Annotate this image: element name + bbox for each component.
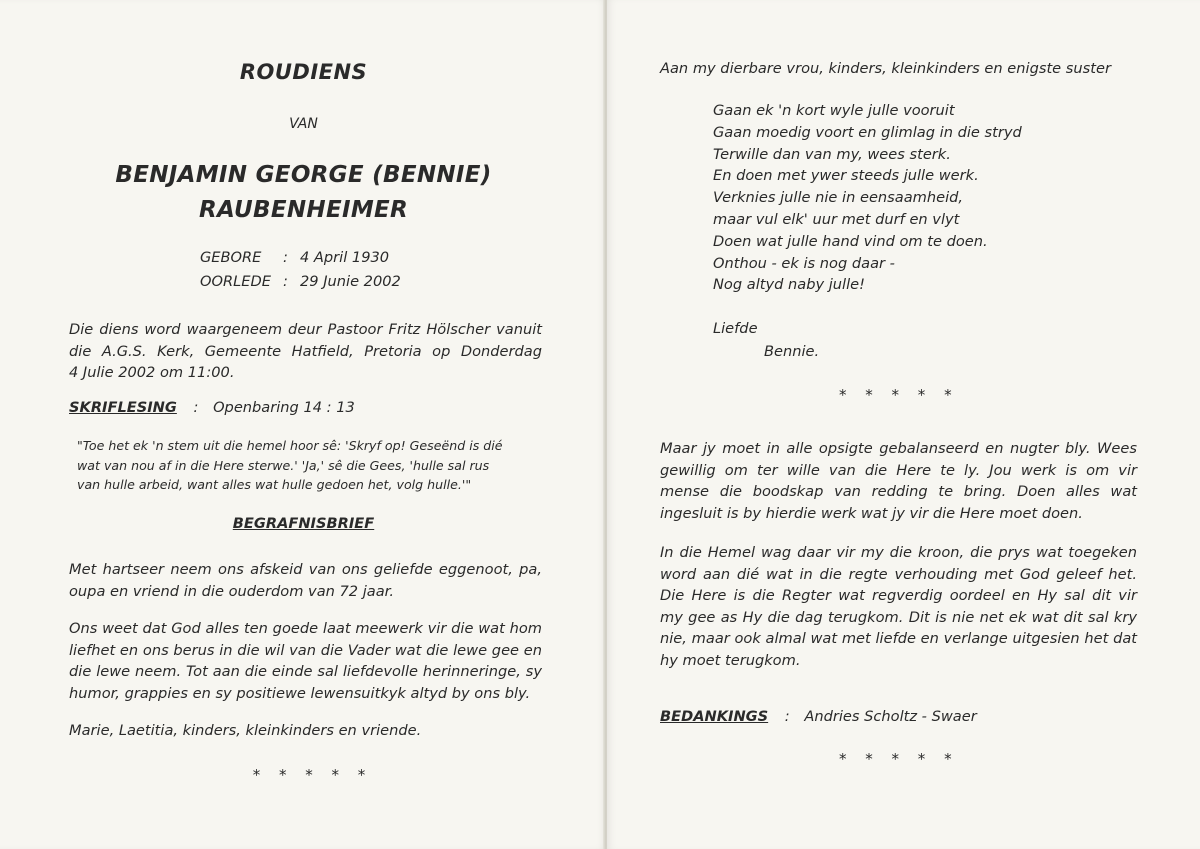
letter-line: liefhet en ons berus in die wil van die Vader wat die lewe gee en: [69, 641, 542, 659]
born-label: GEBORE: [200, 249, 262, 266]
message-line: my gee as Hy die dag terugkom. Dit is nie net ek wat dit sal kry: [660, 608, 1137, 626]
died-label: OORLEDE: [200, 273, 271, 290]
section-divider-stars: * * * * *: [252, 766, 366, 784]
message-line: nie, maar ook almal wat met liefde en verlange uitgesien het dat: [660, 630, 1137, 647]
letter-line: oupa en vriend in die ouderdom van 72 jaar.: [69, 582, 394, 600]
message-line: Maar jy moet in alle opsigte gebalanseerd en nugter bly. Wees: [660, 440, 1137, 457]
scripture-colon: :: [193, 399, 199, 416]
dedication-line: Aan my dierbare vrou, kinders, kleinkinders en enigste suster: [660, 60, 1111, 77]
family-signoff: Marie, Laetitia, kinders, kleinkinders en vriende.: [69, 722, 422, 739]
scripture-reference: Openbaring 14 : 13: [213, 399, 355, 416]
acknowledgements-value: Andries Scholtz - Swaer: [804, 708, 977, 725]
poem-signature: Bennie.: [764, 343, 820, 360]
born-date: 4 April 1930: [300, 249, 390, 266]
letter-line: Met hartseer neem ons afskeid van ons geliefde eggenoot, pa,: [69, 561, 542, 578]
message-line: Die Here is die Regter wat regverdig oordeel en Hy sal dit vir: [660, 587, 1137, 604]
quote-line: van hulle arbeid, want alles wat hulle gedoen het, volg hulle.'": [77, 477, 472, 492]
poem-line: Verknies julle nie in eensaamheid,: [713, 189, 964, 207]
poem-line: Onthou - ek is nog daar -: [713, 254, 895, 272]
scripture-quote: [77, 436, 503, 495]
letter-line: humor, grappies en sy positiewe lewensuitkyk altyd by ons bly.: [69, 684, 531, 702]
quote-line: "Toe het ek 'n stem uit die hemel hoor sê: 'Skryf op! Geseënd is dié: [77, 438, 503, 453]
message-line: In die Hemel wag daar vir my die kroon, die prys wat toegeken: [660, 544, 1137, 561]
deceased-name-line2: RAUBENHEIMER: [198, 197, 409, 223]
message-line: ingesluit is by hierdie werk wat jy vir die Here moet doen.: [660, 504, 1083, 522]
deceased-name-line1: BENJAMIN GEORGE (BENNIE): [115, 162, 492, 188]
letter-line: die lewe neem. Tot aan die einde sal liefdevolle herinneringe, sy: [69, 663, 542, 680]
acknowledgements-colon: :: [784, 708, 790, 725]
poem-line: Nog altyd naby julle!: [713, 276, 865, 294]
message-line: gewillig om ter wille van die Here te ly. Jou werk is om vir: [660, 461, 1137, 479]
funeral-letter-heading-text: BEGRAFNISBRIEF: [232, 515, 375, 532]
message-paragraph-2: [660, 542, 1137, 671]
message-paragraph-1: [660, 438, 1137, 524]
letter-paragraph-1: [69, 559, 542, 602]
acknowledgements-label: BEDANKINGS: [660, 708, 769, 725]
quote-line: wat van nou af in die Here sterwe.' 'Ja,' sê die Gees, 'hulle sal rus: [77, 457, 490, 473]
died-date: 29 Junie 2002: [300, 273, 401, 290]
poem-line: maar vul elk' uur met durf en vlyt: [713, 210, 960, 228]
farewell-poem: [713, 100, 1022, 296]
poem-line: Doen wat julle hand vind om te doen.: [713, 232, 988, 250]
poem-line: Gaan ek 'n kort wyle julle vooruit: [713, 102, 955, 119]
van-label: VAN: [289, 116, 318, 132]
funeral-letter-heading: [0, 513, 607, 535]
born-colon: :: [283, 249, 288, 266]
program-title: ROUDIENS: [239, 60, 368, 84]
service-line: 4 Julie 2002 om 11:00.: [69, 364, 235, 381]
poem-line: Gaan moedig voort en glimlag in die stryd: [713, 123, 1022, 141]
poem-love: Liefde: [713, 320, 758, 337]
acknowledgements: [660, 706, 977, 728]
poem-line: En doen met ywer steeds julle werk.: [713, 167, 979, 185]
died-colon: :: [283, 273, 288, 290]
section-divider-stars: * * * * *: [839, 386, 952, 404]
letter-paragraph-2: [69, 618, 542, 704]
scripture-reading: [69, 397, 355, 419]
service-paragraph: [69, 319, 542, 384]
message-line: hy moet terugkom.: [660, 651, 801, 669]
message-line: mense die boodskap van redding te bring. Doen alles wat: [660, 483, 1137, 500]
poem-line: Terwille dan van my, wees sterk.: [713, 145, 951, 163]
service-line: die A.G.S. Kerk, Gemeente Hatfield, Pretoria op Donderdag: [69, 342, 542, 360]
section-divider-stars: * * * * *: [839, 750, 952, 768]
right-page: [607, 0, 1200, 849]
letter-line: Ons weet dat God alles ten goede laat meewerk vir die wat hom: [69, 620, 542, 637]
service-line: Die diens word waargeneem deur Pastoor Fritz Hölscher vanuit: [69, 321, 542, 338]
message-line: word aan dié wat in die regte verhouding met God geleef het.: [660, 565, 1137, 583]
scripture-label: SKRIFLESING: [69, 399, 177, 416]
